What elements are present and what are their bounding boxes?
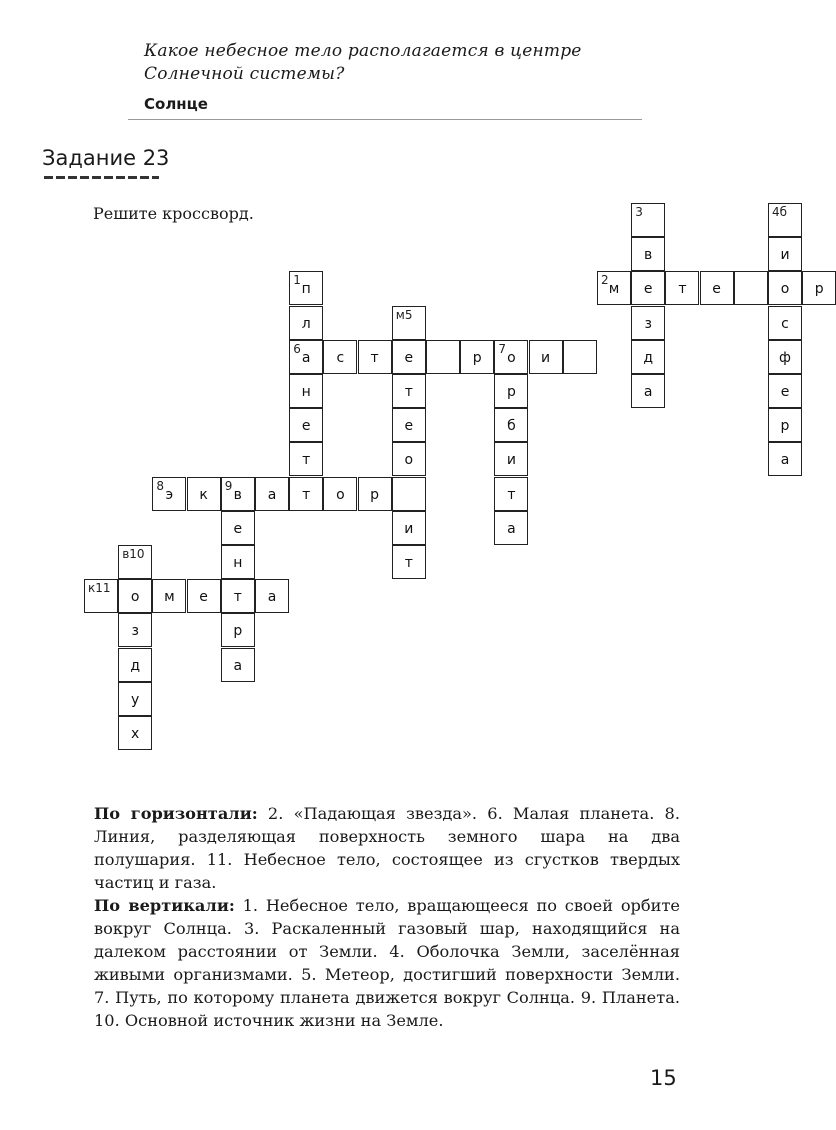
crossword-cell-number: 1 [293, 273, 301, 288]
crossword-cell[interactable] [392, 408, 426, 442]
crossword-cell[interactable] [494, 442, 528, 476]
crossword-cell[interactable] [358, 340, 392, 374]
clues-horizontal-label: По горизонтали: [94, 804, 258, 823]
crossword-cell[interactable] [392, 477, 426, 511]
crossword-cell-letter: п [301, 281, 311, 298]
crossword-cell-letter: м [608, 281, 620, 298]
crossword-cell-letter: з [644, 315, 652, 332]
crossword-cell[interactable] [289, 340, 323, 374]
crossword-cell[interactable] [597, 271, 631, 305]
crossword-cell-letter: т [678, 281, 687, 298]
crossword-cell[interactable] [152, 579, 186, 613]
crossword-cell-letter: е [233, 520, 243, 537]
crossword-cell-letter: х [131, 726, 140, 742]
crossword-cell-letter: т [507, 486, 516, 503]
crossword-cell[interactable] [289, 306, 323, 340]
crossword-cell[interactable] [768, 340, 802, 374]
crossword-cell-letter: и [780, 247, 790, 264]
crossword-cell-letter: р [780, 418, 790, 435]
crossword-cell-letter: а [267, 486, 277, 503]
crossword-cell-letter: е [199, 589, 208, 606]
crossword-cell[interactable] [563, 340, 597, 374]
crossword-cell[interactable] [631, 340, 665, 374]
instruction-text: Решите кроссворд. [93, 204, 254, 223]
crossword-cell[interactable] [221, 613, 255, 647]
crossword-cell[interactable] [392, 511, 426, 545]
task-title-underline [44, 176, 159, 179]
crossword-cell-number: 3 [635, 205, 643, 219]
crossword-cell[interactable] [631, 271, 665, 305]
crossword-cell[interactable] [289, 374, 323, 408]
crossword-cell-letter: а [267, 589, 277, 606]
clues-vertical [94, 894, 680, 1032]
crossword-cell[interactable] [768, 442, 802, 476]
crossword-cell[interactable] [187, 579, 221, 613]
crossword-cell-number: 7 [498, 341, 507, 356]
crossword-cell-letter: э [165, 486, 174, 503]
crossword-cell-letter: е [712, 281, 721, 298]
crossword-cell-letter: у [131, 691, 140, 708]
crossword-cell[interactable] [768, 306, 802, 340]
clues-horizontal-text: 2. «Падающая звезда». 6. Малая планета. 8. Линия, разделяющая поверхность земного шара на два полушария. 11. Небесное тело, состоящее из сгустков твердых частиц и газа. [94, 804, 680, 892]
crossword-cell[interactable] [700, 271, 734, 305]
crossword-cell-letter: е [404, 418, 414, 435]
crossword-cell-letter: о [130, 589, 140, 606]
crossword-cell-letter: т [302, 486, 311, 503]
crossword-cell-letter: а [233, 657, 243, 674]
crossword-cell[interactable] [768, 408, 802, 442]
crossword-cell[interactable] [118, 545, 152, 579]
crossword-cell-letter: и [506, 452, 516, 469]
crossword-cell[interactable] [118, 613, 152, 647]
crossword-cell-letter: с [336, 349, 345, 366]
crossword-cell-letter: а [780, 452, 790, 469]
crossword-cell-letter: о [780, 281, 790, 298]
crossword-cell-letter: р [472, 349, 482, 366]
crossword-cell-letter: м [164, 589, 175, 606]
crossword-cell-number: 6 [293, 341, 301, 356]
answer-text: Солнце [144, 95, 208, 113]
crossword-cell[interactable] [221, 579, 255, 613]
crossword-cell[interactable] [187, 477, 221, 511]
crossword-cell-letter: т [404, 384, 413, 400]
crossword-cell-letter: н [301, 384, 311, 400]
crossword-cell-letter: б [507, 418, 516, 435]
crossword-cell[interactable] [118, 682, 152, 716]
crossword-cell[interactable] [221, 648, 255, 682]
crossword-cell-letter: и [404, 520, 414, 537]
crossword-cell-letter: т [404, 555, 413, 571]
crossword-cell[interactable] [289, 477, 323, 511]
crossword-cell-letter: д [130, 657, 141, 674]
crossword-cell-letter: в [233, 486, 242, 503]
crossword-cell[interactable] [289, 271, 323, 305]
crossword-cell[interactable] [323, 340, 357, 374]
crossword-cell[interactable] [460, 340, 494, 374]
crossword-cell[interactable] [426, 340, 460, 374]
crossword-cell[interactable] [631, 374, 665, 408]
crossword-cell[interactable] [392, 340, 426, 374]
task-title: Задание 23 [42, 146, 170, 170]
crossword-cell-letter: л [301, 315, 311, 332]
crossword-cell[interactable] [118, 648, 152, 682]
crossword-cell-letter: з [131, 623, 139, 640]
crossword-cell-letter: е [643, 281, 653, 298]
crossword-cell-letter: о [336, 486, 345, 503]
crossword-cell-letter: р [233, 623, 243, 640]
crossword-cell[interactable] [221, 477, 255, 511]
crossword-cell-letter: р [506, 384, 516, 400]
crossword-cell[interactable] [494, 511, 528, 545]
crossword-cell-letter: р [814, 281, 824, 298]
crossword-cell[interactable] [802, 271, 836, 305]
divider [128, 119, 642, 120]
crossword-cell[interactable] [631, 237, 665, 271]
crossword-cell-letter: а [507, 520, 516, 537]
crossword-cell[interactable] [529, 340, 563, 374]
page-number: 15 [650, 1066, 677, 1090]
crossword-cell[interactable] [118, 716, 152, 750]
crossword-cell[interactable] [255, 579, 289, 613]
crossword-cell[interactable] [358, 477, 392, 511]
crossword-cell[interactable] [221, 511, 255, 545]
crossword-cell-letter: к [199, 486, 208, 503]
crossword-cell-number: 9 [224, 478, 233, 493]
crossword-cell-letter: т [233, 589, 242, 606]
clues-vertical-label: По вертикали: [94, 896, 235, 915]
crossword-cell[interactable] [665, 271, 699, 305]
crossword-cell[interactable] [768, 203, 802, 237]
crossword-cell-letter: т [370, 349, 379, 366]
crossword-cell-number: в10 [122, 547, 145, 561]
crossword-cell[interactable] [734, 271, 768, 305]
crossword-cell[interactable] [631, 203, 665, 237]
crossword-cell-letter: н [233, 555, 243, 571]
crossword-cell-letter: с [781, 315, 789, 332]
crossword-cell-number: к11 [88, 581, 111, 596]
crossword-cell[interactable] [392, 306, 426, 340]
crossword-cell[interactable] [392, 545, 426, 579]
clues-horizontal [94, 802, 680, 894]
clues-vertical-text: 1. Небесное тело, вращающееся по своей орбите вокруг Солнца. 3. Раскаленный газовый шар, находящийся на далеком расстоянии от Земли. 4. Оболочка Земли, заселённая живыми организмами. 5. Метеор, достигший поверхности Земли. 7. Путь, по которому планета движется вокруг Солнца. 9. Планета. 10. Основной источник жизни на Земле. [94, 896, 680, 1030]
crossword-cell-letter: о [507, 349, 516, 366]
crossword-cell-letter: д [643, 349, 654, 366]
crossword-cell[interactable] [494, 340, 528, 374]
crossword-cell-number: 8 [156, 478, 165, 493]
crossword-cell-letter: е [780, 384, 790, 400]
question-text: Какое небесное тело располагается в центре Солнечной системы? [144, 41, 582, 84]
crossword-cell[interactable] [768, 271, 802, 305]
crossword-cell-letter: е [301, 418, 311, 435]
crossword-cell[interactable] [255, 477, 289, 511]
crossword-cell[interactable] [494, 374, 528, 408]
crossword-cell-letter: е [404, 349, 414, 366]
crossword-cell-letter: в [644, 247, 653, 264]
crossword-cell-letter: а [301, 349, 311, 366]
crossword-cell[interactable] [118, 579, 152, 613]
crossword-cell-number: 4б [772, 205, 788, 219]
crossword-cell-letter: ф [779, 349, 791, 366]
crossword-cell[interactable] [323, 477, 357, 511]
crossword-cell-letter: т [302, 452, 311, 469]
crossword-cell[interactable] [392, 374, 426, 408]
crossword-cell-letter: и [541, 349, 551, 366]
crossword-cell[interactable] [221, 545, 255, 579]
crossword-cell[interactable] [289, 442, 323, 476]
clues-block [94, 802, 680, 1032]
crossword-cell[interactable] [152, 477, 186, 511]
crossword-cell-number: м5 [395, 307, 413, 322]
crossword-cell-letter: р [370, 486, 380, 503]
crossword-cell[interactable] [768, 237, 802, 271]
crossword-cell[interactable] [84, 579, 118, 613]
crossword-cell[interactable] [494, 408, 528, 442]
crossword-cell[interactable] [392, 442, 426, 476]
crossword-cell-letter: о [404, 452, 414, 469]
crossword-cell[interactable] [631, 306, 665, 340]
crossword-cell[interactable] [494, 477, 528, 511]
crossword-cell-letter: а [643, 384, 653, 400]
crossword-cell[interactable] [289, 408, 323, 442]
crossword-cell[interactable] [768, 374, 802, 408]
crossword-cell-number: 2 [601, 273, 609, 288]
